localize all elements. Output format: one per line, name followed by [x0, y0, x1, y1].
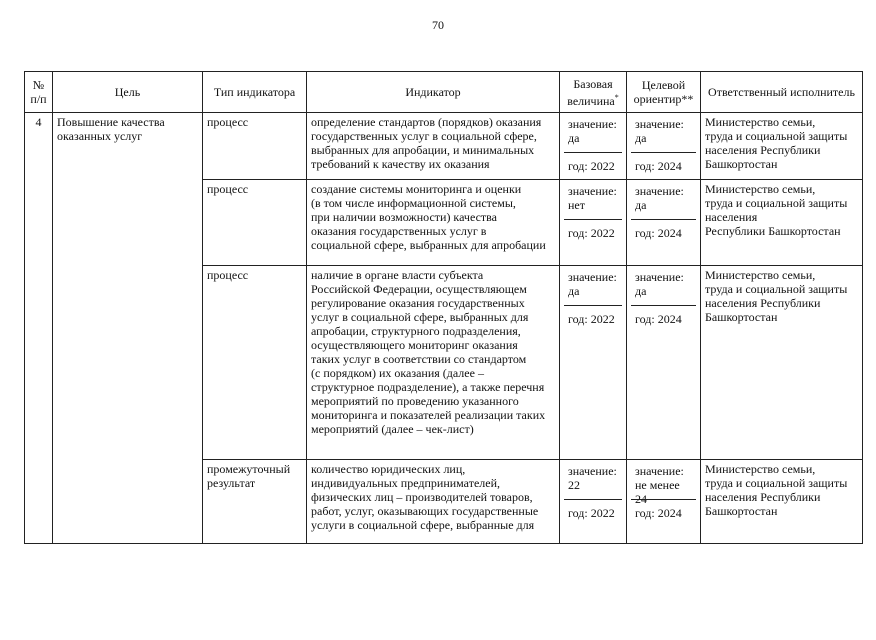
indicator-type: процесс [203, 266, 307, 460]
responsible: Министерство семьи, труда и социальной защиты населения Республики Башкортостан [701, 180, 863, 266]
base-value: значение: да [568, 117, 617, 145]
indicator-text: создание системы мониторинга и оценки (в том числе информационной системы, при наличии возможности) качества оказания государственных услуг в социальной сфере, выбранных для апробации [307, 180, 560, 266]
header-responsible: Ответственный исполнитель [701, 72, 863, 113]
base-value-cell [560, 180, 627, 266]
indicator-text: определение стандартов (порядков) оказания государственных услуг в социальной сфере, выбранных для апробации, и минимальных требований к качеству их оказания [307, 113, 560, 180]
base-value-cell [560, 266, 627, 460]
base-year: год: 2022 [564, 219, 622, 243]
target-year: год: 2024 [631, 152, 696, 176]
table-row [25, 113, 863, 180]
base-value: значение: нет [568, 184, 617, 212]
target-year: год: 2024 [631, 305, 696, 329]
responsible: Министерство семьи, труда и социальной защиты населения Республики Башкортостан [701, 266, 863, 460]
target-value: значение: не менее 24 [635, 464, 684, 506]
target-value: значение: да [635, 270, 684, 298]
target-year: год: 2024 [631, 499, 696, 523]
base-year: год: 2022 [564, 499, 622, 523]
header-base-mark: * [614, 92, 619, 102]
responsible: Министерство семьи, труда и социальной защиты населения Республики Башкортостан [701, 460, 863, 544]
group-num: 4 [25, 113, 53, 544]
group-goal: Повышение качества оказанных услуг [53, 113, 203, 544]
header-num: № п/п [25, 72, 53, 113]
base-value-cell [560, 460, 627, 544]
base-year: год: 2022 [564, 305, 622, 329]
indicator-type: промежуточный результат [203, 460, 307, 544]
base-value-cell [560, 113, 627, 180]
indicator-text: количество юридических лиц, индивидуальных предпринимателей, физических лиц – производителей товаров, работ, услуг, оказывающих государственные услуги в социальной сфере, выбранные для [307, 460, 560, 544]
header-indicator: Индикатор [307, 72, 560, 113]
page-number: 70 [432, 18, 444, 32]
header-target: Целевой ориентир** [627, 72, 701, 113]
target-value-cell [627, 180, 701, 266]
indicators-table [24, 71, 863, 544]
target-value-cell [627, 113, 701, 180]
header-row [25, 72, 863, 113]
header-base [560, 72, 627, 113]
indicator-text: наличие в органе власти субъекта Российской Федерации, осуществляющем регулирование оказания государственных услуг в социальной сфере, выбранных для апробации, структурного подразделения, осуществляющего мониторинг оказания таких услуг в соответствии со стандартом (с порядком) их оказания (далее – структурное подразделение), а также перечня мероприятий по проведению указанного мониторинга и показателей реализации таких мероприятий (далее – чек-лист) [307, 266, 560, 460]
target-year: год: 2024 [631, 219, 696, 243]
target-value-cell [627, 460, 701, 544]
responsible: Министерство семьи, труда и социальной защиты населения Республики Башкортостан [701, 113, 863, 180]
target-value: значение: да [635, 184, 684, 212]
base-year: год: 2022 [564, 152, 622, 176]
target-value-cell [627, 266, 701, 460]
header-goal: Цель [53, 72, 203, 113]
target-value: значение: да [635, 117, 684, 145]
base-value: значение: да [568, 270, 617, 298]
indicator-type: процесс [203, 180, 307, 266]
indicator-type: процесс [203, 113, 307, 180]
header-base-label: Базовая величина [567, 76, 615, 108]
header-type: Тип индикатора [203, 72, 307, 113]
base-value: значение: 22 [568, 464, 617, 492]
